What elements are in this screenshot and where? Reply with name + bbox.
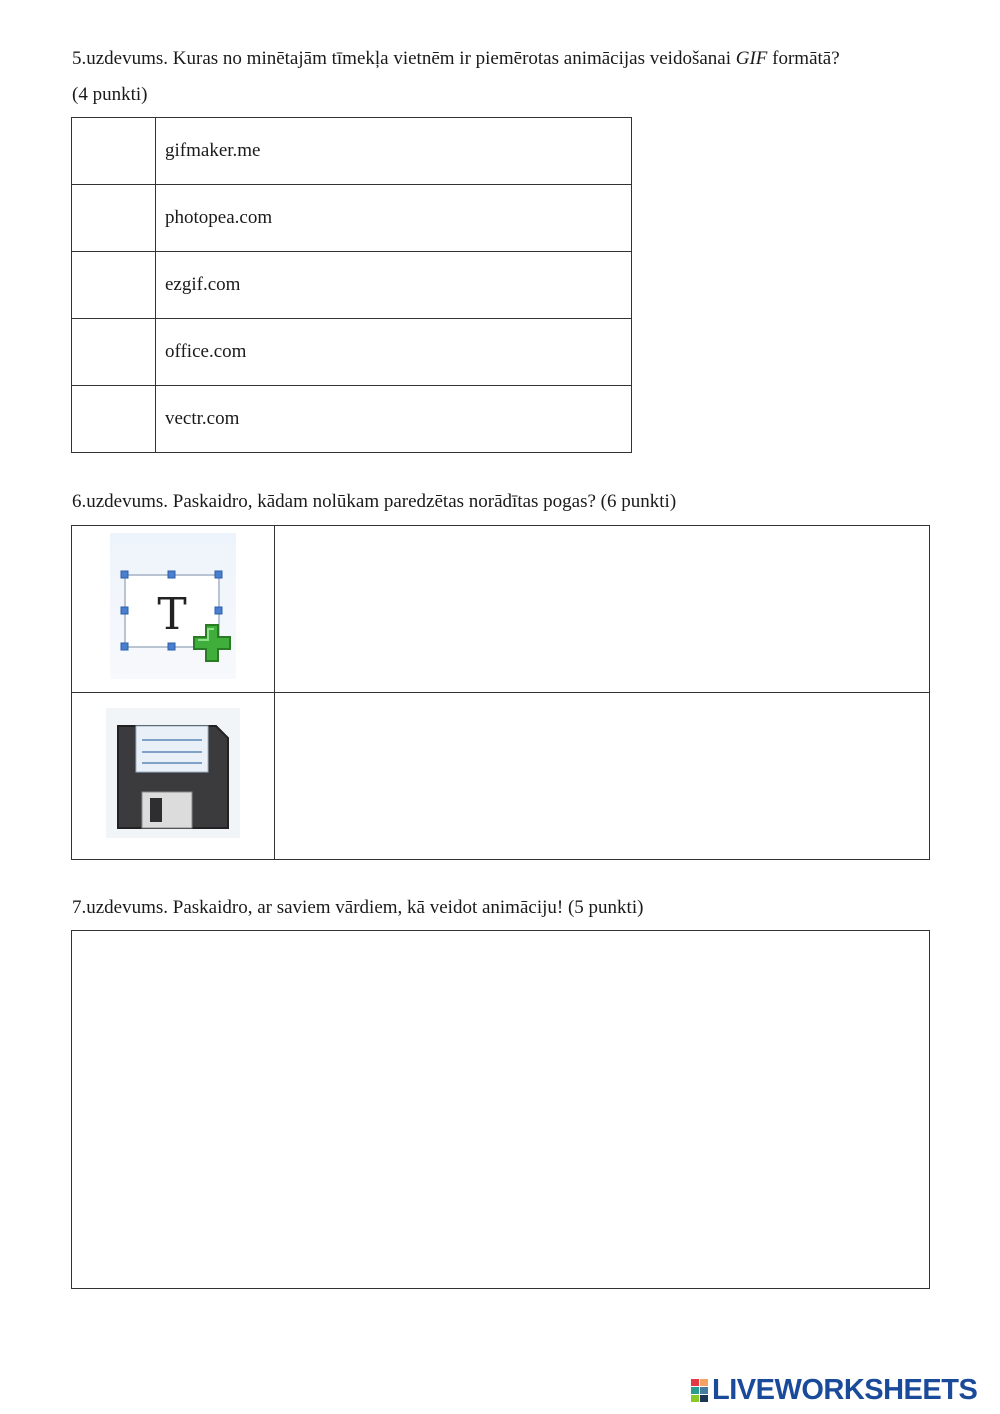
task7-prompt: 7.uzdevums. Paskaidro, ar saviem vārdiem, kā veidot animāciju! (5 punkti) [72,897,644,918]
site-option: gifmaker.me [156,118,632,185]
task7-answer-field[interactable] [71,930,930,1289]
site-option: office.com [156,319,632,386]
table-row [72,693,930,860]
answer-field[interactable] [275,693,930,860]
table-row [72,386,632,453]
add-text-icon [110,533,236,685]
table-row [72,252,632,319]
answer-checkbox-cell[interactable] [72,185,156,252]
icon-cell [72,526,275,693]
task5-table [71,117,632,453]
answer-checkbox-cell[interactable] [72,386,156,453]
logo-text: LIVEWORKSHEETS [712,1373,978,1406]
answer-checkbox-cell[interactable] [72,118,156,185]
task6-table [71,525,930,860]
answer-checkbox-cell[interactable] [72,252,156,319]
table-row [72,118,632,185]
task5-points: (4 punkti) [72,84,148,105]
task6-prompt: 6.uzdevums. Paskaidro, kādam nolūkam paredzētas norādītas pogas? (6 punkti) [72,491,677,512]
site-option: vectr.com [156,386,632,453]
liveworksheets-logo [691,1374,977,1406]
table-row [72,526,930,693]
table-row [72,185,632,252]
table-row [72,319,632,386]
logo-mark-icon [691,1379,708,1402]
svg-text:T: T [157,589,187,640]
site-option: ezgif.com [156,252,632,319]
answer-checkbox-cell[interactable] [72,319,156,386]
site-option: photopea.com [156,185,632,252]
answer-field[interactable] [275,526,930,693]
icon-cell [72,693,275,860]
save-floppy-icon [106,708,240,844]
task5-prompt: 5.uzdevums. Kuras no minētajām tīmekļa vietnēm ir piemērotas animācijas veidošanai GIF formātā? [72,48,840,69]
